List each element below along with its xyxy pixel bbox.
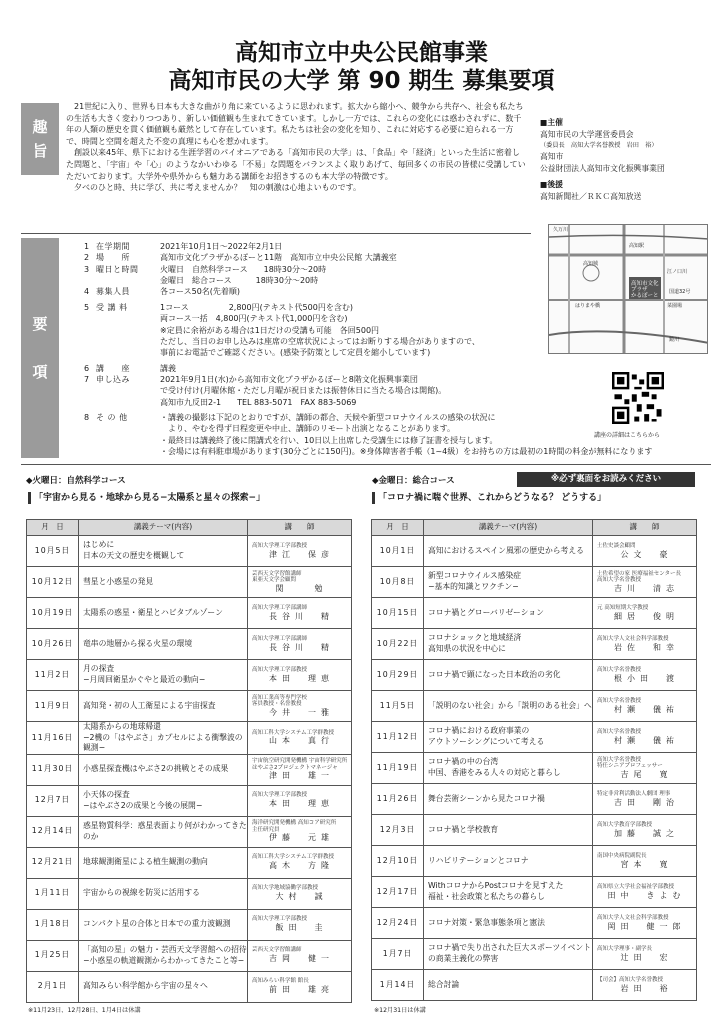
lecturer-name: 吉尾 寛 (620, 769, 673, 779)
lecturer-title: 元 高知短期大学教授 (597, 604, 649, 611)
lecturer-name: 加藤 誠之 (614, 828, 679, 838)
lecture-theme: 小惑星探査機はやぶさ2の挑戦とその成果 (79, 754, 248, 785)
table-row (372, 970, 697, 1001)
lecture-theme: コロナ禍における政府事業の アウトソーシングについて考える (424, 722, 593, 753)
lecture-date: 1月11日 (27, 878, 79, 909)
lecturer (593, 846, 697, 877)
table-row (372, 753, 697, 784)
requirement-detail: ただし、当日のお申し込みは座席の空席状況によってはお断りする場合がありますので、 (160, 336, 480, 346)
table-row (372, 660, 697, 691)
requirement-detail: 事前にお電話でご確認ください。(感染予防策として定員を縮小しています) (160, 348, 431, 358)
lecture-theme: はじめに 日本の天文の歴史を概観して (79, 536, 248, 567)
lecturer (248, 598, 352, 629)
requirement-detail: で受け付け(月曜休館・ただし月曜が祝日または振替休日に当たる場合は開館)。 (160, 386, 447, 396)
requirement-number: 4 (84, 287, 90, 297)
lecture-theme: 新型コロナウイルス感染症 −基本的知識とワクチン− (424, 567, 593, 598)
lecture-date: 11月26日 (372, 784, 424, 815)
requirement-item (84, 363, 554, 374)
table-row (27, 598, 352, 629)
lecturer (248, 660, 352, 691)
table-row (372, 567, 697, 598)
lecture-theme: コロナショックと地域経済 高知県の状況を中心に (424, 629, 593, 660)
lecturer-name: 長谷川 精 (269, 611, 334, 621)
lecturer (593, 753, 697, 784)
lecturer-title: 宇宙航空研究開発機構 宇宙科学研究所 はやぶさ2プロジェクトマネージャ (252, 758, 348, 771)
lecture-date: 10月29日 (372, 660, 424, 691)
requirement-value: 2021年10月1日～2022年2月1日 (160, 242, 283, 251)
access-map (548, 224, 708, 354)
lecturer-title: 芸西天文学習館講師 (252, 947, 302, 954)
requirement-detail: より、やむを得ず日程変更や中止、講師のリモート出演となることがあります。 (160, 424, 456, 434)
lecture-theme: リハビリテーションとコロナ (424, 846, 593, 877)
lecture-date: 10月8日 (372, 567, 424, 598)
map-venue-label: 高知市文化プラザ かるぽーと (631, 281, 659, 300)
lecturer (593, 660, 697, 691)
lecturer-title: 高知大学地域協働学部教授 (252, 885, 319, 892)
lecture-theme: コロナ禍の中の台湾 中国、香港をみる人々の対応と暮らし (424, 753, 593, 784)
table-row (27, 691, 352, 722)
tuesday-schedule-table (26, 519, 352, 1003)
map-label-kumagawa: 久万川 (553, 227, 569, 233)
table-row (372, 722, 697, 753)
map-label-harimaya: はりまや橋 (575, 303, 601, 309)
lecturer-title: 高知大学名誉教授 (597, 666, 642, 673)
lecturer (593, 598, 697, 629)
lecturer (248, 816, 352, 847)
lecturer-name: 伊藤 元雄 (269, 833, 334, 843)
intro-text: 21世紀に入り、世界も日本も大きな曲がり角に来ているように思われます。拡大から縮小へ、競争から共存へ、社会も私たちの生活も大きく変わりつつあり、新しい価値観も生まれてきています。しかし一方では、これらの変化には惑わされずに、数千年の人類の歴史を貫く価値観も厳然として存在しています。私たちは社会の変化を知り、これに対応する必要に迫られる一方で、時間と空間を超えた不変の真理にも心を惹かれます。 創設以来45年、県下における生涯学習のパイオニアである「高知市民の大学」は、「食品」や「経済」といった生活に密着した問題と、「宇宙」や「心」のようなかいわゆる「不易」な問題をバランスよく取りあげて、毎回多くの市民の皆様に受講していただいております。大学外や県外からも魅力ある講師をお招きするのも本大学の特徴です。 夕べのひと時、共に学び、共に考えませんか？ 知の刺激は心地よいものです。 (66, 102, 526, 193)
lecturer-name: 津田 雄一 (269, 771, 334, 781)
lecture-theme: 宇宙からの視線を防災に活用する (79, 878, 248, 909)
requirement-number: 7 (84, 374, 90, 384)
lecturer-title: 【司会】高知大学名誉教授 (597, 976, 664, 983)
requirement-number: 5 (84, 302, 90, 312)
lecturer-title: 高知大学名誉教授 (597, 697, 642, 704)
requirement-value: 2021年9月1日(水)から高知市文化プラザかるぽーと8階文化振興事業団 (160, 374, 418, 384)
lecturer (248, 971, 352, 1002)
requirement-number: 8 (84, 413, 90, 423)
lecture-date: 10月22日 (372, 629, 424, 660)
lecture-date: 1月7日 (372, 939, 424, 970)
lecture-theme: 太陽系からの地球帰還 −2機の「はやぶさ」カプセルによる衝撃波の観測− (79, 722, 248, 755)
map-label-enokuchi: 江ノ口川 (667, 269, 688, 275)
lecturer-title: 特定非営利活動法人劇団 理事 (597, 790, 671, 797)
lecturer-name: 吉川 清志 (614, 583, 679, 593)
lecturer-name: 今井 一雅 (269, 707, 334, 717)
page-title-line1: 高知市立中央公民館事業 (235, 40, 488, 66)
lecture-theme: 舞台芸術シーンから見たコロナ禍 (424, 784, 593, 815)
lecture-date: 10月1日 (372, 536, 424, 567)
table-row (27, 878, 352, 909)
requirements-label: 要 項 (21, 238, 59, 458)
lecture-theme: 高知発・初の人工衛星による宇宙探査 (79, 691, 248, 722)
lecturer-title: 土佐史談会顧問 (597, 542, 636, 549)
table-row (27, 816, 352, 847)
requirement-label: 講 座 (96, 363, 130, 373)
requirement-value: 高知市文化プラザかるぽーと11階 高知市立中央公民館 大講義室 (160, 253, 397, 263)
lecturer-name: 辻田 宏 (620, 952, 673, 962)
lecture-date: 12月7日 (27, 785, 79, 816)
col-date: 月 日 (372, 520, 424, 536)
lecture-date: 1月14日 (372, 970, 424, 1001)
lecturer-title: 高知大学理工学部教授 (252, 792, 308, 799)
table-row (27, 847, 352, 878)
tuesday-footnote: ※11月23日、12月28日、1月4日は休講 (28, 1007, 141, 1014)
requirement-item (84, 264, 554, 275)
lecturer-name: 公文 豪 (620, 549, 673, 559)
lecturer-title: 高知大学理事・副学長 (597, 945, 653, 952)
requirement-label: 申し込み (96, 374, 130, 384)
lecturer-title: 高知大学教育学部教授 (597, 821, 653, 828)
lecturer-name: 高木 方隆 (269, 861, 334, 871)
lecturer-title: 高知大学名誉教授 特任シニアプロフェッサー (597, 756, 663, 770)
table-row (372, 598, 697, 629)
lecturer-name: 田中 きよむ (607, 890, 686, 900)
lecture-theme: 「高知の星」の魅力・芸西天文学習館への招待 −小惑星の軌道観測からわかってきたこと等− (79, 940, 248, 971)
lecturer-name: 細居 俊明 (614, 611, 679, 621)
lecturer-title: 高知大学理工学部教授 (252, 666, 308, 673)
lecturer-name: 津江 保彦 (269, 549, 334, 559)
lecturer (248, 909, 352, 940)
lecturer (248, 567, 352, 598)
lecturer (593, 970, 697, 1001)
lecture-theme: 惑星物質科学：惑星表面より何がわかってきたのか (79, 816, 248, 847)
lecturer (593, 784, 697, 815)
map-label-route32: 国道32号 (669, 289, 691, 295)
lecturer (248, 536, 352, 567)
requirement-label: 受 講 料 (96, 302, 128, 312)
lecturer-name: 長谷川 精 (269, 642, 334, 652)
lecturer-title: 高知大学人文社会科学部教授 (597, 635, 669, 642)
lecture-theme: WithコロナからPostコロナを見すえた 福祉・社会政策と私たちの暮らし (424, 877, 593, 908)
requirement-label: 在学期間 (96, 242, 130, 251)
lecturer-title: 高知大学名誉教授 (597, 728, 642, 735)
lecture-theme: 総合討論 (424, 970, 593, 1001)
requirement-detail: 両コース一括 4,800円(テキスト代1,000円を含む) (160, 314, 348, 324)
col-lecturer: 講 師 (248, 520, 352, 536)
requirement-number: 6 (84, 363, 90, 373)
lecturer-name: 本田 理恵 (269, 799, 334, 809)
lecture-date: 2月1日 (27, 971, 79, 1002)
friday-course-heading: ◆金曜日：総合コース (372, 476, 455, 486)
table-row (27, 629, 352, 660)
lecturer-title: 芸西天文学習館講師 東亜天文学会顧問 (252, 570, 302, 584)
table-row (27, 909, 352, 940)
lecture-theme: 竜串の地層から探る火星の環境 (79, 629, 248, 660)
requirement-item (84, 252, 554, 263)
col-theme: 講義テーマ(内容) (424, 520, 593, 536)
lecture-theme: 月の探査 −月周回衛星かぐやと最近の動向− (79, 660, 248, 691)
page-title-line2: 高知市民の大学 第 90 期生 募集要項 (168, 68, 555, 94)
requirement-value: 講義 (160, 363, 176, 373)
lecture-date: 1月18日 (27, 909, 79, 940)
requirement-label: 募集人員 (96, 287, 130, 297)
lecturer (593, 877, 697, 908)
lecture-date: 12月14日 (27, 816, 79, 847)
table-row (27, 754, 352, 785)
lecturer-title: 高知大学人文社会科学部教授 (597, 914, 669, 921)
tuesday-course-theme: 「宇宙から見る・地球から見る−太陽系と星々の探索−」 (28, 492, 265, 504)
table-row (372, 815, 697, 846)
table-row (372, 784, 697, 815)
lecture-date: 10月15日 (372, 598, 424, 629)
lecture-theme: 高知におけるスペイン風邪の歴史から考える (424, 536, 593, 567)
table-row (372, 536, 697, 567)
requirement-item (84, 302, 554, 313)
lecturer (248, 847, 352, 878)
lecturer-name: 村瀬 儀祐 (614, 735, 679, 745)
map-label-castle: 高知城 (583, 261, 599, 267)
requirement-item (84, 241, 554, 252)
lecture-date: 11月19日 (372, 753, 424, 784)
lecturer (593, 722, 697, 753)
requirement-label: そ の 他 (96, 413, 128, 423)
lecturer-name: 岩田 裕 (620, 983, 673, 993)
lecturer-title: 土佐希望の家 医療福祉センター長 高知大学名誉教授 (597, 570, 682, 584)
table-row (27, 971, 352, 1002)
requirement-value: 火曜日 自然科学コース 18時30分～20時 (160, 264, 327, 274)
requirement-label: 曜日と時間 (96, 264, 139, 274)
lecturer (248, 940, 352, 971)
lecture-date: 11月12日 (372, 722, 424, 753)
lecturer (593, 691, 697, 722)
table-row (372, 691, 697, 722)
lecturer (248, 691, 352, 722)
organizers: ■主催 高知市民の大学運営委員会 （委員長 高知大学名誉教授 岩田 裕） 高知市 公益財団法人高知市文化振興事業団 ■後援 高知新聞社／ＲＫＣ高知放送 (540, 118, 665, 201)
lecture-theme: コロナ禍で顕になった日本政治の劣化 (424, 660, 593, 691)
lecture-date: 12月10日 (372, 846, 424, 877)
col-theme: 講義テーマ(内容) (79, 520, 248, 536)
lecture-date: 10月5日 (27, 536, 79, 567)
table-row (372, 629, 697, 660)
lecturer (248, 878, 352, 909)
requirement-label: 場 所 (96, 253, 130, 263)
requirement-detail: 高知市九反田2-1 TEL 883-5071 FAX 883-5069 (160, 397, 357, 407)
lecturer-name: 山本 真行 (269, 736, 334, 746)
lecturer-name: 根小田 渡 (614, 673, 679, 683)
qr-caption: 講座の詳細はこちらから (594, 432, 661, 439)
lecturer-title: 高知大学理工学部講師 (252, 635, 308, 642)
lecture-theme: コロナ禍で失り出された巨大スポーツイベント の商業主義化の弊害 (424, 939, 593, 970)
requirement-item (84, 374, 554, 385)
requirement-detail: ・会場には有料駐車場があります(30分ごとに150円)。※身体障害者手帳（1~4級）をお持ちの方は最初の1時間の料金が無料になります (160, 447, 653, 457)
lecturer-title: 高知工科大学システム工学群教授 (252, 729, 334, 736)
requirement-value: ・講義の撮影は下記のとおりですが、講師の都合、天候や新型コロナウイルスの感染の状況に (160, 413, 496, 423)
requirement-value: 各コース50名(先着順) (160, 287, 241, 297)
lecture-theme: 「説明のない社会」から「説明のある社会」へ (424, 691, 593, 722)
table-row (27, 722, 352, 755)
table-row (27, 567, 352, 598)
lecture-date: 12月17日 (372, 877, 424, 908)
lecture-theme: 高知みらい科学館から宇宙の星々へ (79, 971, 248, 1002)
lecture-theme: コロナ禍と学校教育 (424, 815, 593, 846)
lecture-theme: 太陽系の惑星・衛星とハビタブルゾーン (79, 598, 248, 629)
lecturer-name: 岡田 健一郎 (607, 921, 686, 931)
lecturer-title: 高知大学理工学部教授 (252, 542, 308, 549)
lecture-theme: 小天体の探査 −はやぶさ2の成果と今後の展開− (79, 785, 248, 816)
lecture-date: 11月9日 (27, 691, 79, 722)
requirement-number: 2 (84, 253, 90, 263)
lecturer (593, 629, 697, 660)
lecturer (593, 536, 697, 567)
lecturer-title: 高知県立大学社会福祉学部教授 (597, 883, 675, 890)
lecturer-name: 前田 雄亮 (269, 985, 334, 995)
lecture-date: 12月21日 (27, 847, 79, 878)
lecturer (248, 722, 352, 755)
requirement-number: 1 (84, 242, 90, 251)
lecture-date: 12月24日 (372, 908, 424, 939)
requirement-detail: 金曜日 総合コース 18時30分～20時 (160, 276, 319, 286)
lecturer-title: 高知工業高等専門学校 客員教授・名誉教授 (252, 694, 308, 708)
friday-course-theme: 「コロナ禍に喘ぐ世界、これからどうなる？ どうする」 (372, 492, 606, 504)
lecturer (248, 629, 352, 660)
divider (21, 464, 711, 465)
requirement-detail: ※定員に余裕がある場合は1日だけの受講も可能 各回500円 (160, 325, 380, 335)
notice-banner: ※必ず裏面をお読みください (517, 472, 695, 487)
lecturer-title: 高知工科大学システム工学群教授 (252, 854, 334, 861)
requirement-number: 3 (84, 264, 90, 274)
lecture-theme: 彗星と小惑星の発見 (79, 567, 248, 598)
requirement-detail: ・最終日は講義終了後に閉講式を行い、10日以上出席した受講生には修了証書を授与します。 (160, 435, 498, 445)
lecture-theme: コロナ対策・緊急事態条項と憲法 (424, 908, 593, 939)
table-row (372, 939, 697, 970)
lecture-date: 11月16日 (27, 722, 79, 755)
requirement-value: 1コース 2,800円(テキスト代500円を含む) (160, 302, 353, 312)
table-row (27, 785, 352, 816)
intro-label: 趣 旨 (21, 103, 59, 175)
col-date: 月 日 (27, 520, 79, 536)
friday-footnote: ※12月31日は休講 (374, 1007, 426, 1014)
lecturer (593, 815, 697, 846)
lecturer-name: 岩佐 和幸 (614, 642, 679, 652)
tuesday-course-heading: ◆火曜日：自然科学コース (26, 476, 126, 486)
requirement-item (84, 286, 554, 297)
table-row (27, 940, 352, 971)
qr-code-icon[interactable] (612, 372, 664, 424)
table-row (372, 877, 697, 908)
lecturer-name: 村瀬 儀祐 (614, 704, 679, 714)
lecture-date: 11月30日 (27, 754, 79, 785)
lecture-date: 11月2日 (27, 660, 79, 691)
lecturer-name: 飯田 圭 (275, 923, 328, 933)
map-label-station: 高知駅 (629, 243, 645, 249)
table-row (372, 846, 697, 877)
lecturer-title: 南国中央病院副院長 (597, 852, 647, 859)
lecturer-name: 宮本 寛 (620, 859, 673, 869)
map-label-kagami: 鏡川 (669, 337, 680, 343)
lecturer-name: 本田 理恵 (269, 673, 334, 683)
lecture-theme: 地球観測衛星による植生観測の動向 (79, 847, 248, 878)
requirement-item (84, 412, 554, 423)
lecturer (593, 939, 697, 970)
col-lecturer: 講 師 (593, 520, 697, 536)
lecturer (593, 908, 697, 939)
lecturer-name: 吉岡 健一 (269, 954, 334, 964)
lecture-theme: コンパクト星の合体と日本での重力波観測 (79, 909, 248, 940)
lecturer-name: 吉田 剛治 (614, 797, 679, 807)
lecturer-title: 高知大学理工学部教授 (252, 916, 308, 923)
lecturer (593, 567, 697, 598)
table-row (372, 908, 697, 939)
lecture-date: 10月12日 (27, 567, 79, 598)
lecturer-title: 高知大学理工学部講師 (252, 604, 308, 611)
lecture-theme: コロナ禍とグローバリゼーション (424, 598, 593, 629)
lecture-date: 11月5日 (372, 691, 424, 722)
divider (21, 233, 531, 234)
friday-schedule-table (371, 519, 697, 1001)
lecturer (248, 785, 352, 816)
table-row (27, 660, 352, 691)
map-label-saienba: 菜園場 (667, 303, 683, 309)
lecture-date: 10月26日 (27, 629, 79, 660)
table-row (27, 536, 352, 567)
lecturer-title: 高知みらい科学館 館長 (252, 978, 309, 985)
lecturer (248, 754, 352, 785)
lecturer-name: 関 勉 (275, 583, 328, 593)
lecture-date: 1月25日 (27, 940, 79, 971)
lecturer-name: 大村 誠 (275, 892, 328, 902)
lecture-date: 12月3日 (372, 815, 424, 846)
lecture-date: 10月19日 (27, 598, 79, 629)
lecturer-title: 海洋研究開発機構 高知コア研究所 主任研究員 (252, 820, 337, 833)
